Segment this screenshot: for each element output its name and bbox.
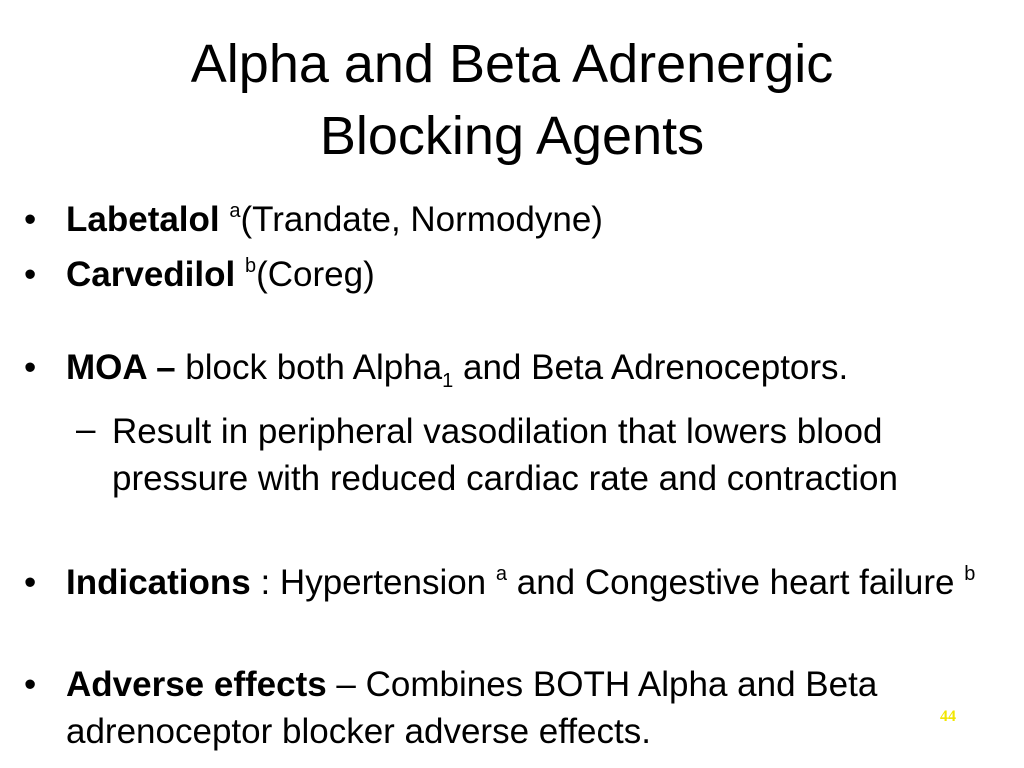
moa-label: MOA –	[66, 348, 176, 387]
footnote-marker-a: a	[495, 563, 507, 585]
bullet-dot: •	[24, 200, 37, 239]
moa-result-text: Result in peripheral vasodilation that lowers blood pressure with reduced cardiac rate and contraction	[112, 412, 898, 498]
footnote-marker-a: a	[229, 200, 241, 222]
bullet-labetalol	[24, 196, 1006, 243]
indications-label: Indications	[66, 563, 251, 602]
drug-name-carvedilol: Carvedilol	[66, 255, 236, 294]
slide-title	[0, 28, 1024, 172]
bullet-dot: •	[24, 563, 37, 602]
indications-text-before: : Hypertension	[250, 563, 496, 602]
bullet-moa	[24, 344, 1006, 392]
bullet-dot: •	[24, 665, 37, 704]
slide-title-line-2: Blocking Agents	[319, 106, 705, 166]
bullet-dot: •	[24, 255, 37, 294]
indications-text-after: and Congestive heart failure	[507, 563, 955, 602]
bullet-dot: •	[24, 348, 37, 387]
sub-bullet-dash: –	[76, 410, 96, 449]
brand-names-labetalol: (Trandate, Normodyne)	[240, 200, 603, 239]
adverse-effects-label: Adverse effects	[66, 665, 327, 704]
sub-bullet-moa-result	[76, 408, 1002, 502]
bullet-indications	[24, 559, 1006, 606]
adverse-effects-text: – Combines BOTH Alpha and Beta adrenoceptor blocker adverse effects.	[66, 665, 878, 751]
footnote-marker-b: b	[244, 255, 257, 277]
bullet-adverse-effects	[24, 661, 1006, 755]
brand-names-carvedilol: (Coreg)	[256, 255, 375, 294]
slide-number: 44	[940, 708, 956, 725]
alpha-subscript: 1	[442, 370, 454, 392]
footnote-marker-b: b	[964, 563, 976, 585]
bullet-carvedilol	[24, 251, 1006, 298]
drug-name-labetalol: Labetalol	[66, 200, 220, 239]
moa-text-before: block both Alpha	[175, 348, 443, 387]
moa-text-after: and Beta Adrenoceptors.	[453, 348, 849, 387]
slide-title-line-1: Alpha and Beta Adrenergic	[190, 34, 834, 94]
